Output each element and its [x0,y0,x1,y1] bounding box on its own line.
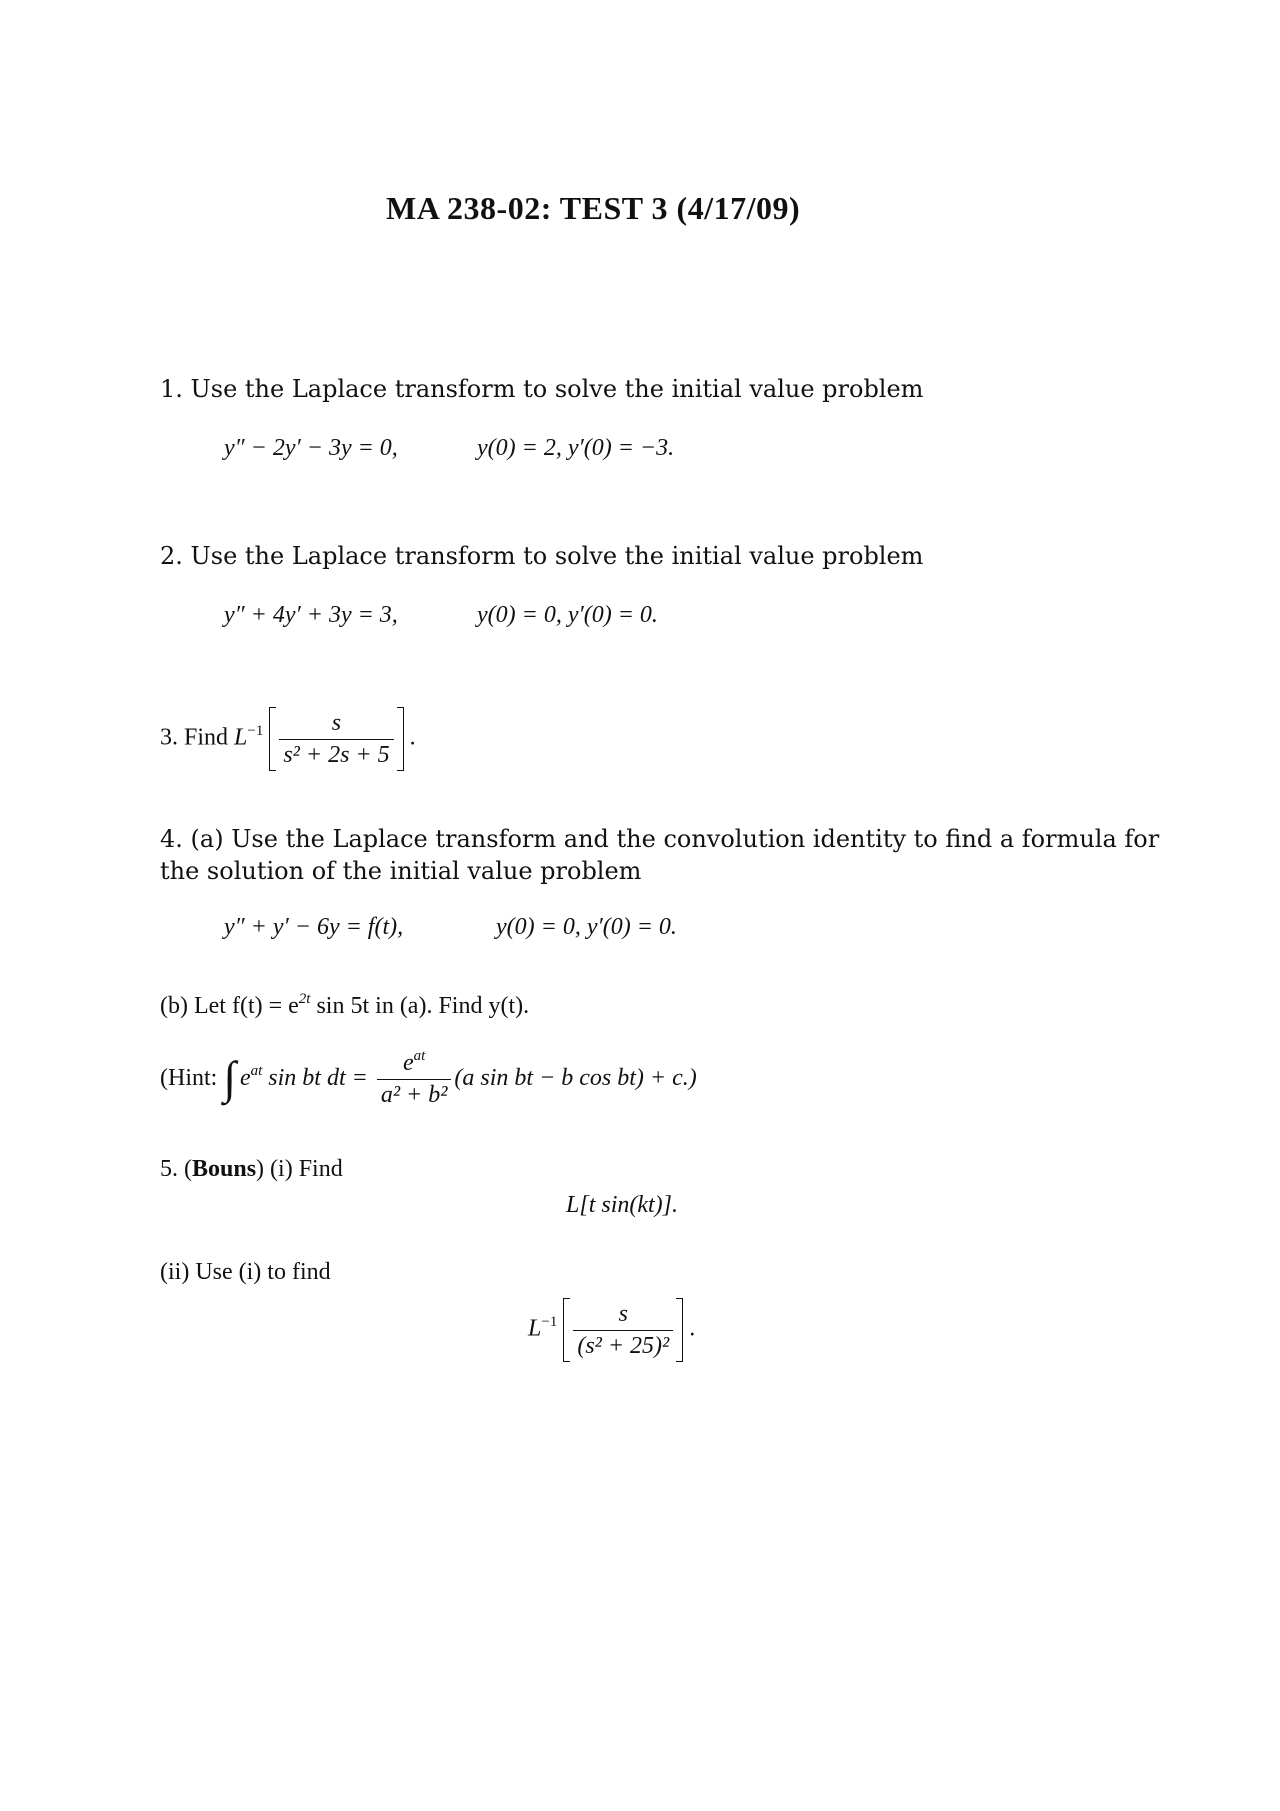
hint-label: (Hint: [160,1065,218,1092]
problem-1-conditions: y(0) = 2, y′(0) = −3. [477,435,675,461]
problem-1-text: 1. Use the Laplace transform to solve the initial value problem [160,375,924,403]
hint-tail: (a sin bt − b cos bt) + c.) [454,1065,697,1092]
problem-4b-tail: sin 5t in (a). Find y(t). [310,993,530,1019]
left-bracket [269,707,276,771]
page-title: MA 238-02: TEST 3 (4/17/09) [386,190,801,226]
hint-exponent: at [250,1063,263,1080]
right-bracket [397,707,404,771]
problem-5-bold: Bouns [192,1156,257,1182]
fraction-numerator: s [279,710,393,740]
hint-fraction-denominator: a² + b² [380,1082,448,1108]
problem-4b [160,993,529,1020]
operator-superscript: −1 [541,1313,558,1330]
fraction-numerator: s [573,1301,673,1331]
problem-5-part-ii: (ii) Use (i) to find [160,1259,331,1285]
problem-4b-superscript: 2t [298,991,311,1007]
problem-2-conditions: y(0) = 0, y′(0) = 0. [477,602,658,628]
hint-num-exponent: at [413,1048,426,1064]
fraction-denominator: (s² + 25)² [577,1332,670,1359]
problem-3 [160,707,416,771]
problem-5-prefix: 5. ( [160,1156,192,1182]
inverse-laplace-operator: L [528,1315,542,1342]
right-bracket [676,1298,683,1362]
problem-3-tail: . [409,724,416,751]
problem-4-text-line1: 4. (a) Use the Laplace transform and the convolution identity to find a formula for [160,825,1160,853]
problem-5-suffix: ) (i) Find [256,1156,343,1182]
problem-4-text-line2: the solution of the initial value problem [160,857,642,885]
problem-1-equation: y″ − 2y′ − 3y = 0, [224,435,398,461]
fraction [573,1301,673,1360]
operator-superscript: −1 [247,722,264,739]
hint-fraction [377,1050,452,1109]
hint-integrand: sin bt dt = [262,1065,368,1092]
left-bracket [563,1298,570,1362]
hint-num-base: e [402,1050,414,1076]
problem-5-expression: L[t sin(kt)]. [566,1192,679,1218]
problem-5-inverse [528,1298,695,1362]
problem-5 [160,1156,343,1183]
problem-2-equation: y″ + 4y′ + 3y = 3, [224,602,398,628]
problem-5-tail: . [689,1315,696,1342]
hint-fraction-numerator [377,1050,452,1080]
problem-3-label: 3. Find [160,724,229,751]
problem-4-conditions: y(0) = 0, y′(0) = 0. [496,914,677,940]
hint-exponential: e [239,1065,251,1092]
hint [160,1050,697,1109]
problem-2-text: 2. Use the Laplace transform to solve the initial value problem [160,542,924,570]
problem-4b-text: (b) Let f(t) = e [160,993,299,1019]
inverse-laplace-operator: L [234,724,248,751]
fraction-denominator: s² + 2s + 5 [283,741,390,768]
integral-sign: ∫ [223,1052,236,1103]
problem-4-equation: y″ + y′ − 6y = f(t), [224,914,404,940]
fraction [279,710,393,769]
